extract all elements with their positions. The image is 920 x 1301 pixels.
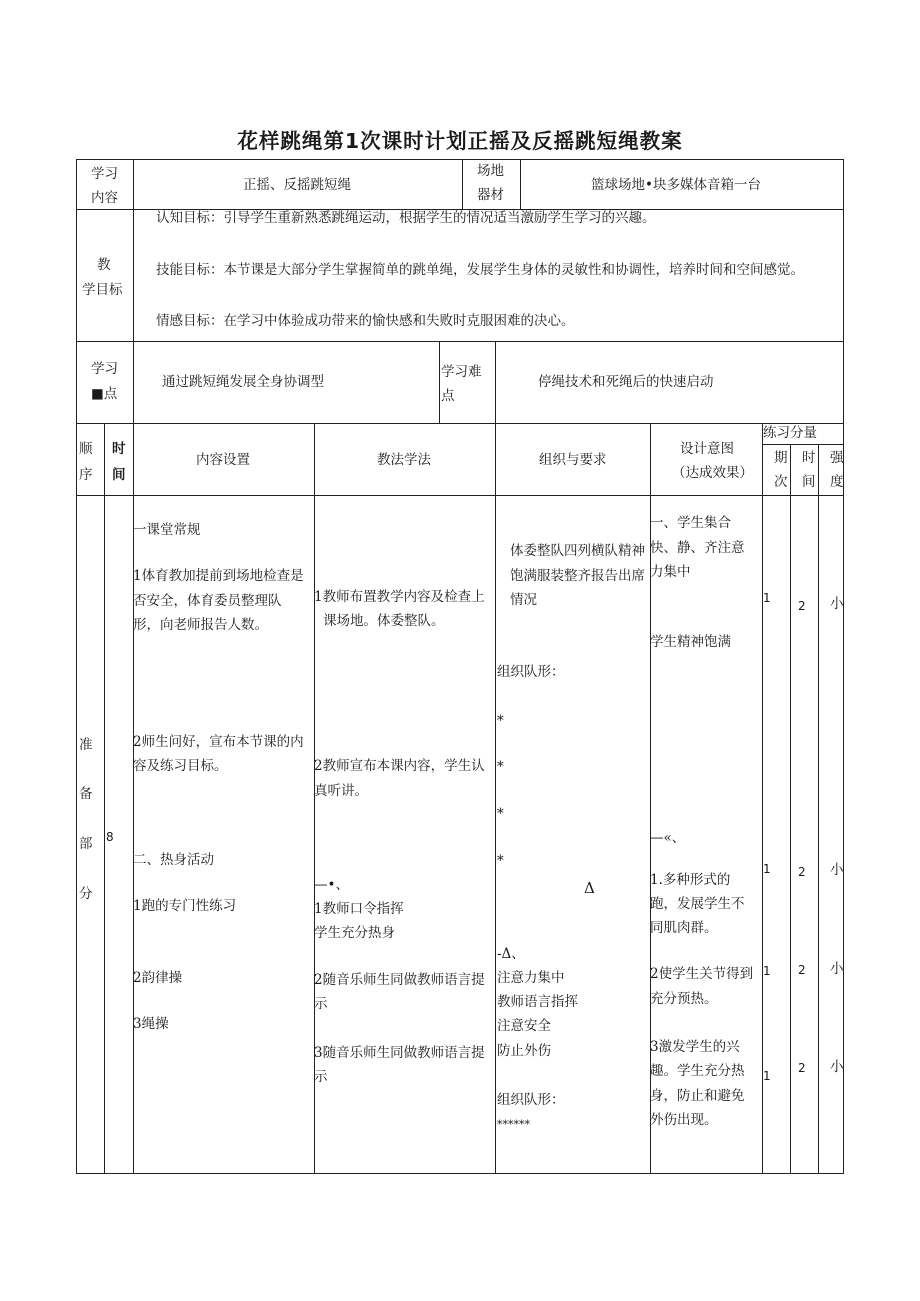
col-divider [520,159,521,209]
method-item: 2教师宣布本课内容，学生认 [314,758,485,774]
lesson-content: 正摇、反摇跳短绳 [243,177,351,193]
org-item: 注意力集中 [497,970,565,986]
col-divider [133,209,134,341]
org-item: 情况 [510,592,537,608]
design-item: 外伤出现。 [650,1112,718,1128]
cognitive-objective: 认知目标：引导学生重新熟悉跳绳运动，根据学生的情况适当激励学生学习的兴趣。 [156,210,656,226]
method-item: 1教师布置教学内容及检查上 [314,589,485,605]
formation-star: * [497,713,504,729]
content-item: 一课堂常规 [133,522,201,538]
venue-equipment: 篮球场地•块多媒体音箱一台 [591,177,761,193]
header-time: 时 [112,441,126,457]
design-item: 跑，发展学生不 [650,896,745,912]
difficulty-label: 点 [441,388,455,404]
org-item: 饱满服装整齐报告出席 [510,568,645,584]
org-item: 防止外伤 [497,1043,551,1059]
design-item: 1.多种形式的 [650,872,731,888]
objectives-label: 教 [97,257,111,273]
table-border-left [76,159,77,1174]
section-name: 备 [79,786,93,802]
method-item: —•、 [314,877,349,893]
design-item: 力集中 [650,564,691,580]
row-divider [762,444,844,445]
table-border-right [843,159,844,1174]
page-title: 花样跳绳第1次课时计划正摇及反摇跳短绳教案 [237,129,683,153]
teacher-triangle: Δ [584,879,595,897]
col-divider [495,341,496,423]
col-divider [133,159,134,209]
row-divider [76,495,844,496]
design-item: 2使学生关节得到 [650,966,754,982]
content-item: 形，向老师报告人数。 [133,617,268,633]
content-item: 否安全，体育委员整理队 [133,593,282,609]
practice-time: 2 [798,865,806,879]
content-item: 二、热身活动 [133,852,214,868]
design-item: 趣。学生充分热 [650,1063,745,1079]
method-item: 示 [314,1069,328,1085]
table-border-top [76,159,844,160]
practice-strength: 小 [830,862,844,878]
header-order: 序 [79,467,93,483]
formation-star: * [497,759,504,775]
content-item: 1体育教加提前到场地检查是 [133,568,304,584]
header-time: 间 [112,467,126,483]
practice-count: 1 [763,862,771,876]
section-name: 部 [79,836,93,852]
content-item: 1跑的专门性练习 [133,898,237,914]
key-point-label: ■点 [91,386,118,402]
design-item: 充分预热。 [650,991,718,1007]
method-item: 1教师口令指挥 [314,901,404,917]
practice-time: 2 [798,599,806,613]
venue-label: 场地 [477,163,504,179]
design-item: 3激发学生的兴 [650,1039,740,1055]
header-period: 次 [774,474,788,490]
design-item: 一、学生集合 [650,515,731,531]
venue-label: 器材 [477,187,504,203]
practice-count: 1 [763,591,771,605]
org-item: 体委整队四列横队精神 [510,543,645,559]
formation-star: * [497,806,504,822]
practice-count: 1 [763,964,771,978]
method-item: 3随音乐师生同做教师语言提 [314,1045,485,1061]
col-divider [104,423,105,1174]
col-divider [762,423,763,1174]
col-divider [650,423,651,1174]
header-content: 内容设置 [196,452,250,468]
header-order: 顺 [79,441,93,457]
header-practice: 练习分量 [763,425,817,441]
org-formation: 组织队形： [497,1092,565,1108]
header-strength: 度 [830,474,844,490]
org-item: 注意安全 [497,1018,551,1034]
section-time: 8 [106,830,114,844]
header-strength: 强 [830,450,844,466]
content-label: 内容 [91,190,118,206]
header-design: （达成效果） [672,465,753,481]
formation-star: * [497,853,504,869]
practice-count: 1 [763,1069,771,1083]
practice-strength: 小 [830,596,844,612]
method-item: 真听讲。 [314,783,368,799]
content-item: 容及练习目标。 [133,758,228,774]
header-organization: 组织与要求 [539,452,607,468]
content-item: 2韵律操 [133,970,183,986]
header-practice-time: 间 [802,474,816,490]
section-name: 分 [79,886,93,902]
key-point-label: 学习 [91,361,118,377]
row-divider [76,423,844,424]
design-item: 学生精神饱满 [650,634,731,650]
org-formation: 组织队形： [497,664,565,680]
content-label: 学习 [91,166,118,182]
row-divider [76,341,844,342]
col-divider [133,341,134,423]
content-item: 2师生问好，宣布本节课的内 [133,734,304,750]
section-name: 准 [79,737,93,753]
design-item: 身，防止和避免 [650,1088,745,1104]
method-item: 课场地。体委整队。 [323,613,445,629]
key-point: 通过跳短绳发展全身协调型 [162,374,324,390]
emotional-objective: 情感目标：在学习中体验成功带来的愉快感和失败时克服困难的决心。 [156,313,575,329]
difficulty-point: 停绳技术和死绳后的快速启动 [538,374,714,390]
practice-time: 2 [798,963,806,977]
content-item: 3绳操 [133,1016,169,1032]
header-design: 设计意图 [680,441,734,457]
practice-time: 2 [798,1061,806,1075]
col-divider [462,159,463,209]
difficulty-label: 学习难 [441,364,482,380]
method-item: 2随音乐师生同做教师语言提 [314,972,485,988]
method-item: 示 [314,996,328,1012]
skill-objective: 技能目标：本节课是大部分学生掌握简单的跳单绳，发展学生身体的灵敏性和协调性，培养时间和空间感觉。 [156,262,804,278]
header-period: 期 [774,450,788,466]
practice-strength: 小 [830,961,844,977]
design-item: 快、静、齐注意 [650,540,745,556]
practice-strength: 小 [830,1059,844,1075]
design-item: 同肌肉群。 [650,920,718,936]
header-method: 教法学法 [377,452,431,468]
org-item: -Δ、 [497,946,525,962]
header-practice-time: 时 [802,450,816,466]
method-item: 学生充分热身 [314,925,395,941]
col-divider [818,444,819,1174]
org-item: 教师语言指挥 [497,994,578,1010]
col-divider [495,423,496,1174]
formation-stars: ****** [497,1118,530,1131]
objectives-label: 学目标 [82,282,123,298]
table-border-bottom [76,1173,844,1174]
col-divider [790,444,791,1174]
design-item: —«、 [650,830,686,846]
col-divider [439,341,440,423]
